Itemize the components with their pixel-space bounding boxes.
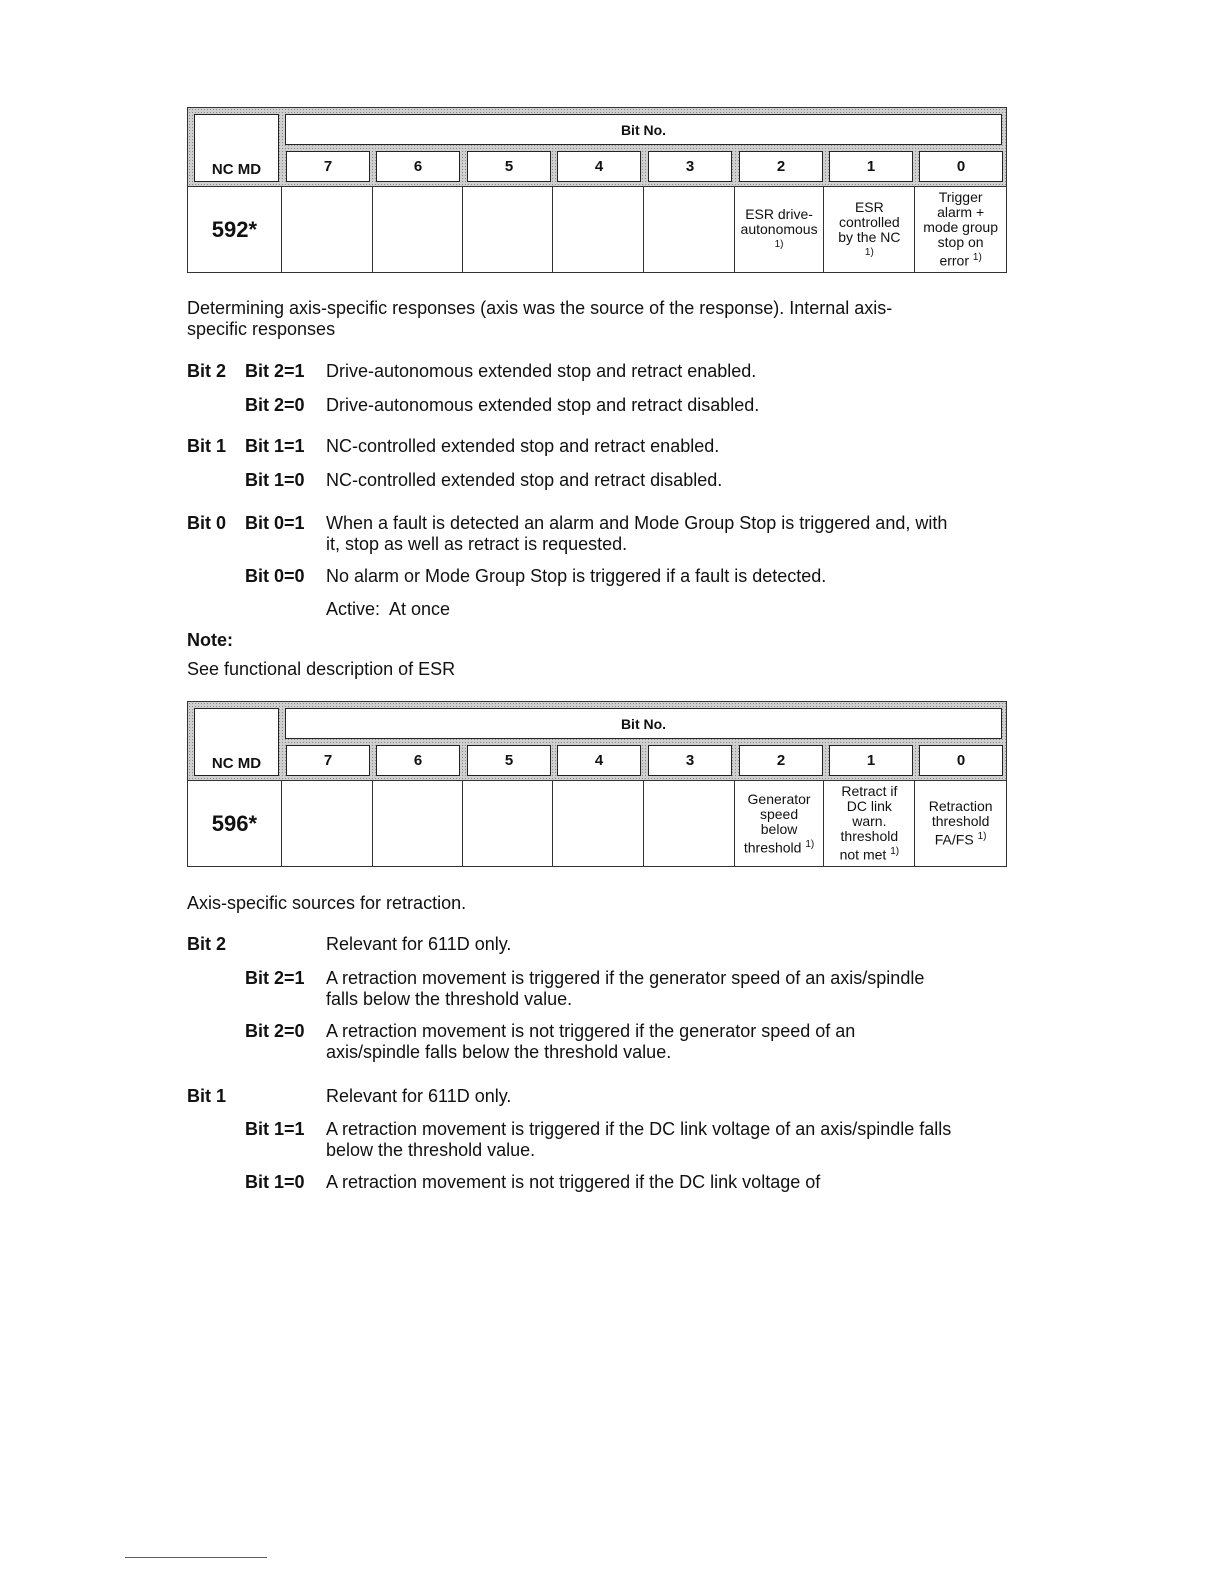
bit-2-1-label: Bit 2=1 [245, 968, 305, 988]
bit-number-1: 1 [829, 151, 913, 182]
bit-number-0: 0 [919, 151, 1003, 182]
bit-number-6: 6 [376, 151, 460, 182]
bit-number-3: 3 [648, 151, 732, 182]
text-line: axis/spindle falls below the threshold value. [326, 1042, 672, 1062]
bit-1-1-label: Bit 1=1 [245, 436, 305, 456]
md-number-cell [188, 781, 281, 866]
bit-5-cell [462, 187, 552, 272]
text-line: below the threshold value. [326, 1140, 536, 1160]
bit-number-3: 3 [648, 745, 732, 776]
bit-1-desc-line: Retract if [841, 783, 898, 800]
bit-2-0-text: Drive-autonomous extended stop and retract disabled. [326, 395, 760, 415]
bit-number-4: 4 [557, 151, 641, 182]
bit-number-0: 0 [919, 745, 1003, 776]
bit-2-1-text: Drive-autonomous extended stop and retract enabled. [326, 361, 757, 381]
md-number: 592* [211, 217, 258, 242]
table-header [187, 107, 1007, 187]
footnote-mark: 1) [774, 239, 784, 250]
bit-1-desc-line: not met [839, 846, 887, 863]
footnote-mark: 1) [864, 246, 874, 258]
bit-1-desc-line: by the NC [838, 228, 901, 245]
bit-1-desc-line: warn. [852, 813, 887, 830]
bit-1-0-text: A retraction movement is not triggered if the DC link voltage of [326, 1172, 821, 1192]
md-number: 596* [211, 811, 258, 836]
bit-2-desc-line: threshold [743, 839, 802, 856]
bit-2-1-label: Bit 2=1 [245, 361, 305, 381]
bit-number-2: 2 [739, 745, 823, 776]
note-text: See functional description of ESR [187, 659, 456, 679]
bit-7-cell [281, 781, 372, 866]
bit-2-cell [734, 187, 824, 272]
bit-1-label: Bit 1 [187, 436, 227, 456]
bit-2-0-label: Bit 2=0 [245, 395, 305, 415]
bit-0-desc-line: mode group [923, 219, 998, 236]
bit-1-desc-line: controlled [838, 213, 900, 230]
bit-2-0-label: Bit 2=0 [245, 1021, 305, 1041]
bit-2-label: Bit 2 [187, 934, 227, 954]
table-data-row [187, 186, 1007, 273]
bit-1-cell [823, 781, 914, 866]
bit-0-desc-line: FA/FS [934, 831, 974, 848]
bit-2-desc-line: Generator [747, 790, 811, 807]
bit-number-7: 7 [286, 151, 370, 182]
note-label: Note: [187, 630, 233, 650]
bit-2-cell [734, 781, 824, 866]
bit-0-desc-line: alarm + [937, 204, 985, 221]
section-2-intro: Axis-specific sources for retraction. [187, 893, 467, 913]
bit-3-cell [643, 781, 734, 866]
bit-2-1-text [326, 968, 924, 1010]
bit-1-0-text: NC-controlled extended stop and retract disabled. [326, 470, 723, 490]
bit-0-0-text: No alarm or Mode Group Stop is triggered if a fault is detected. [326, 566, 827, 586]
active-text: Active: At once [326, 599, 451, 619]
footnote-rule [125, 1557, 267, 1558]
bit-0-desc-line: threshold [931, 813, 990, 830]
bit-0-label: Bit 0 [187, 513, 227, 533]
table-data-row [187, 780, 1007, 867]
bit-2-relevance: Relevant for 611D only. [326, 934, 512, 954]
bit-0-0-label: Bit 0=0 [245, 566, 305, 586]
bit-1-relevance: Relevant for 611D only. [326, 1086, 512, 1106]
bit-number-2: 2 [739, 151, 823, 182]
bit-6-cell [372, 781, 463, 866]
bit-0-cell [914, 781, 1006, 866]
section-1-intro [187, 298, 892, 340]
bit-2-desc-line: below [760, 820, 798, 837]
bit-no-label: Bit No. [285, 708, 1002, 739]
bit-1-desc-line: DC link [846, 798, 892, 815]
bit-0-1-label: Bit 0=1 [245, 513, 305, 533]
bit-2-label: Bit 2 [187, 361, 227, 381]
bit-0-desc-line: Retraction [928, 798, 993, 815]
bit-1-desc-line: threshold [840, 828, 899, 845]
bit-1-cell [823, 187, 914, 272]
bit-2-desc-line: ESR drive- [745, 206, 813, 222]
bit-0-cell [914, 187, 1006, 272]
bit-number-6: 6 [376, 745, 460, 776]
text-line: falls below the threshold value. [326, 989, 573, 1009]
bit-0-1-text [326, 513, 947, 555]
bit-3-cell [643, 187, 734, 272]
bit-number-1: 1 [829, 745, 913, 776]
footnote-mark: 1) [805, 838, 815, 850]
bit-number-7: 7 [286, 745, 370, 776]
bit-number-5: 5 [467, 151, 551, 182]
footnote-mark: 1) [890, 846, 900, 858]
bit-1-desc-line: ESR [854, 198, 884, 215]
bit-1-1-text [326, 1119, 951, 1161]
bit-1-label: Bit 1 [187, 1086, 227, 1106]
bit-6-cell [372, 187, 463, 272]
nc-md-label: NC MD [194, 114, 279, 182]
intro-line: Determining axis-specific responses (axis was the source of the response). Internal axis- [187, 298, 893, 318]
bit-4-cell [552, 781, 643, 866]
bit-1-0-label: Bit 1=0 [245, 470, 305, 490]
bit-0-desc-line: stop on [937, 234, 984, 251]
bit-number-5: 5 [467, 745, 551, 776]
md-number-cell [188, 187, 281, 272]
bit-4-cell [552, 187, 643, 272]
table-header [187, 701, 1007, 781]
bit-1-1-text: NC-controlled extended stop and retract enabled. [326, 436, 720, 456]
bit-1-0-label: Bit 1=0 [245, 1172, 305, 1192]
bit-0-desc-line: error [939, 252, 969, 269]
bit-2-desc-line: speed [759, 805, 799, 822]
bit-7-cell [281, 187, 372, 272]
bit-5-cell [462, 781, 552, 866]
nc-md-label: NC MD [194, 708, 279, 776]
bit-0-desc-line: Trigger [938, 189, 983, 206]
bit-2-desc-line: autonomous [740, 221, 818, 237]
bit-2-0-text [326, 1021, 855, 1063]
footnote-mark: 1) [977, 831, 987, 843]
bit-number-4: 4 [557, 745, 641, 776]
text-line: it, stop as well as retract is requested. [326, 534, 628, 554]
text-line: A retraction movement is not triggered if the generator speed of an [326, 1021, 856, 1041]
bit-1-1-label: Bit 1=1 [245, 1119, 305, 1139]
text-line: A retraction movement is triggered if the generator speed of an axis/spindle [326, 968, 925, 988]
footnote-mark: 1) [972, 252, 982, 264]
intro-line: specific responses [187, 319, 336, 339]
text-line: A retraction movement is triggered if the DC link voltage of an axis/spindle falls [326, 1119, 952, 1139]
bit-no-label: Bit No. [285, 114, 1002, 145]
text-line: When a fault is detected an alarm and Mode Group Stop is triggered and, with [326, 513, 948, 533]
